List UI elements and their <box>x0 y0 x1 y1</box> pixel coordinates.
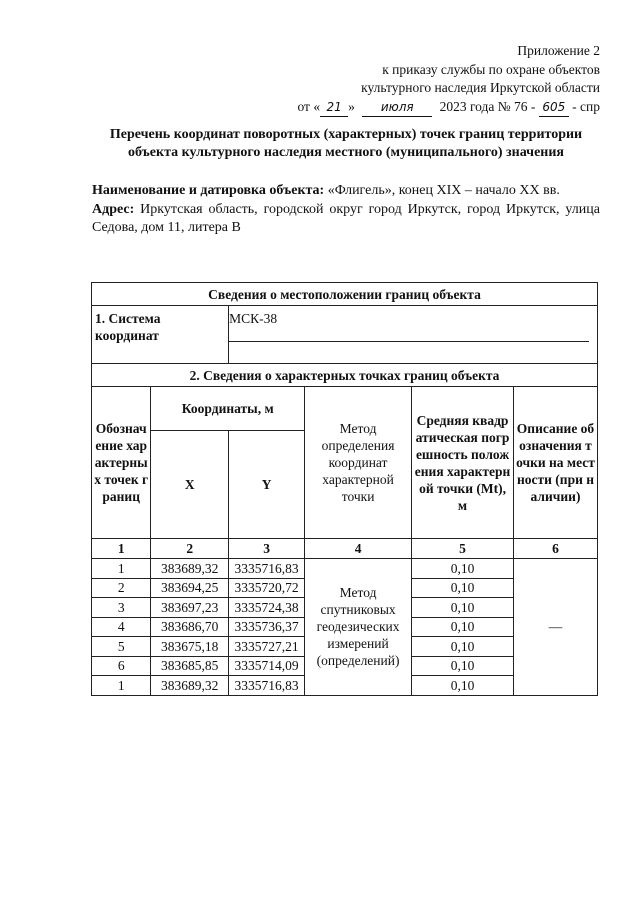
mt-value: 0,10 <box>412 656 514 676</box>
coordinate-system-value: МСК-38 <box>229 311 278 326</box>
column-number: 2 <box>151 539 229 559</box>
mt-value: 0,10 <box>412 578 514 598</box>
x-value: 383697,23 <box>151 598 229 618</box>
point-id: 1 <box>92 559 151 579</box>
mt-value: 0,10 <box>412 637 514 657</box>
mt-value: 0,10 <box>412 598 514 618</box>
document-title: Перечень координат поворотных (характерных) точек границ территории объекта культурного наследия местного (муниципального) значения <box>109 127 583 160</box>
y-value: 3335720,72 <box>229 578 305 598</box>
point-id: 1 <box>92 676 151 696</box>
column-number: 5 <box>412 539 514 559</box>
order-suffix: - спр <box>572 98 600 114</box>
point-id: 3 <box>92 598 151 618</box>
column-numbers-row <box>92 539 598 559</box>
date-close-quote: » <box>348 98 355 114</box>
x-value: 383689,32 <box>151 559 229 579</box>
point-id: 2 <box>92 578 151 598</box>
object-name-label: Наименование и датировка объекта: <box>92 183 325 198</box>
col-method-header: Метод определения координат характерной точки <box>305 387 412 539</box>
date-from: от « <box>297 98 321 114</box>
col-error-header: Средняя квадратическая погрешность положения характерной точки (Mt), м <box>412 387 514 539</box>
description-value: — <box>514 559 598 696</box>
coordinate-system-cell <box>229 306 598 364</box>
column-number: 4 <box>305 539 412 559</box>
year-text: 2023 года № 76 - <box>439 98 536 114</box>
col-coords-header: Координаты, м <box>151 387 305 431</box>
y-value: 3335716,83 <box>229 559 305 579</box>
point-id: 5 <box>92 637 151 657</box>
appendix-line-2: к приказу службы по охране объектов <box>382 61 600 77</box>
mt-value: 0,10 <box>412 559 514 579</box>
coordinate-system-label: 1. Система координат <box>92 306 229 364</box>
y-value: 3335736,37 <box>229 617 305 637</box>
column-number: 1 <box>92 539 151 559</box>
object-address-value: Иркутская область, городской округ город Иркутск, город Иркутск, улица Седова, дом 11, литера В <box>92 201 600 235</box>
appendix-header <box>297 42 600 117</box>
object-address-line <box>92 201 600 238</box>
method-value: Метод спутниковых геодезических измерений (определений) <box>305 559 412 696</box>
mt-value: 0,10 <box>412 676 514 696</box>
appendix-line-3: культурного наследия Иркутской области <box>361 80 600 95</box>
x-value: 383686,70 <box>151 617 229 637</box>
point-id: 6 <box>92 656 151 676</box>
col-description-header: Описание обозначения точки на местности (при наличии) <box>514 387 598 539</box>
y-value: 3335724,38 <box>229 598 305 618</box>
object-name-line <box>92 182 600 201</box>
handwritten-number: 605 <box>539 98 569 118</box>
handwritten-month: июля <box>362 98 432 118</box>
appendix-date-line <box>297 98 600 118</box>
y-value: 3335727,21 <box>229 637 305 657</box>
col-y-header: Y <box>229 431 305 539</box>
coordinates-table <box>91 282 598 696</box>
section-1-title: Сведения о местоположении границ объекта <box>92 283 598 306</box>
x-value: 383689,32 <box>151 676 229 696</box>
col-designation-header: Обозначение характерных точек границ <box>92 387 151 539</box>
object-info <box>92 182 600 238</box>
handwritten-day: 21 <box>320 98 348 118</box>
table-row <box>92 559 598 579</box>
mt-value: 0,10 <box>412 617 514 637</box>
x-value: 383694,25 <box>151 578 229 598</box>
column-number: 6 <box>514 539 598 559</box>
object-address-label: Адрес: <box>92 201 135 217</box>
appendix-line-1: Приложение 2 <box>517 43 600 58</box>
y-value: 3335714,09 <box>229 656 305 676</box>
y-value: 3335716,83 <box>229 676 305 696</box>
object-name-value: «Флигель», конец XIX – начало XX вв. <box>327 183 560 198</box>
x-value: 383685,85 <box>151 656 229 676</box>
x-value: 383675,18 <box>151 637 229 657</box>
section-2-title: 2. Сведения о характерных точках границ объекта <box>92 364 598 387</box>
coordinate-system-underline <box>229 329 589 342</box>
col-x-header: X <box>151 431 229 539</box>
column-number: 3 <box>229 539 305 559</box>
point-id: 4 <box>92 617 151 637</box>
